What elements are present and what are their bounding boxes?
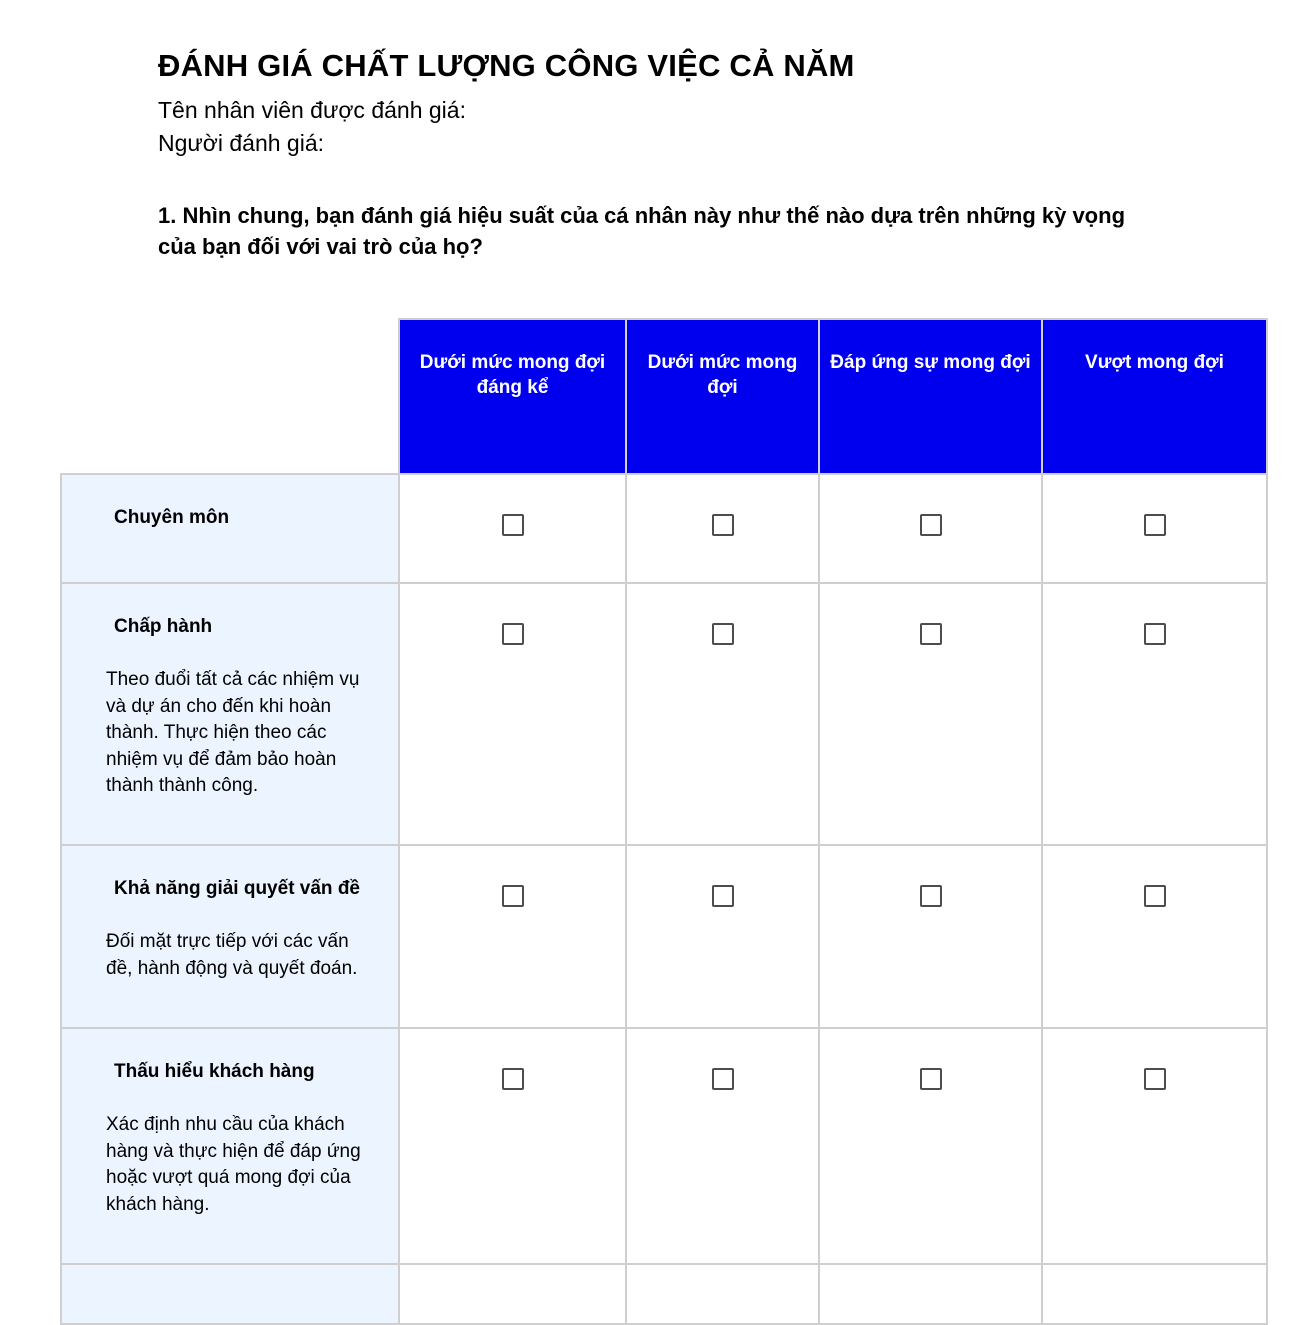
criteria-name: Thấu hiểu khách hàng xyxy=(114,1061,315,1082)
criteria-cell xyxy=(61,845,399,1028)
criteria-cell xyxy=(61,1028,399,1264)
rating-checkbox[interactable] xyxy=(920,1068,942,1090)
option-cell xyxy=(819,845,1042,1028)
rating-checkbox[interactable] xyxy=(712,1068,734,1090)
rating-checkbox[interactable] xyxy=(1144,623,1166,645)
criteria-cell xyxy=(61,1264,399,1324)
option-cell xyxy=(1042,474,1267,583)
criteria-row-problem-solving xyxy=(61,845,1267,1028)
criteria-row-expertise xyxy=(61,474,1267,583)
rating-checkbox[interactable] xyxy=(502,1068,524,1090)
rating-header-row xyxy=(61,319,1267,474)
form-title: ĐÁNH GIÁ CHẤT LƯỢNG CÔNG VIỆC CẢ NĂM xyxy=(158,48,855,83)
option-cell xyxy=(399,583,626,845)
rating-checkbox[interactable] xyxy=(920,885,942,907)
option-cell xyxy=(819,1264,1042,1324)
option-cell xyxy=(1042,583,1267,845)
reviewer-label: Người đánh giá: xyxy=(158,130,325,156)
option-cell xyxy=(626,845,819,1028)
rating-checkbox[interactable] xyxy=(1144,1068,1166,1090)
scale-header-2: Dưới mức mong đợi xyxy=(626,319,819,474)
rating-checkbox[interactable] xyxy=(502,623,524,645)
rating-checkbox[interactable] xyxy=(920,623,942,645)
option-cell xyxy=(626,474,819,583)
criteria-name: Chấp hành xyxy=(114,616,213,637)
rating-table xyxy=(60,318,1268,1325)
employee-name-label: Tên nhân viên được đánh giá: xyxy=(158,97,466,123)
question-1: 1. Nhìn chung, bạn đánh giá hiệu suất của cá nhân này như thế nào dựa trên những kỳ vọng của bạn đối với vai trò của họ? xyxy=(158,203,1126,259)
option-cell xyxy=(626,1264,819,1324)
option-cell xyxy=(399,845,626,1028)
option-cell xyxy=(819,583,1042,845)
rating-checkbox[interactable] xyxy=(920,514,942,536)
rating-checkbox[interactable] xyxy=(1144,514,1166,536)
option-cell xyxy=(399,1264,626,1324)
rating-checkbox[interactable] xyxy=(712,885,734,907)
option-cell xyxy=(626,583,819,845)
rating-checkbox[interactable] xyxy=(1144,885,1166,907)
rating-grid xyxy=(60,318,1268,1325)
criteria-row-next xyxy=(61,1264,1267,1324)
rating-checkbox[interactable] xyxy=(502,885,524,907)
scale-header-1: Dưới mức mong đợi đáng kể xyxy=(399,319,626,474)
option-cell xyxy=(1042,1028,1267,1264)
rating-checkbox[interactable] xyxy=(712,623,734,645)
criteria-row-compliance xyxy=(61,583,1267,845)
criteria-description: Đối mặt trực tiếp với các vấn đề, hành động và quyết đoán. xyxy=(106,931,358,979)
criteria-name: Khả năng giải quyết vấn đề xyxy=(114,878,360,899)
criteria-name: Chuyên môn xyxy=(114,507,230,528)
criteria-description: Xác định nhu cầu của khách hàng và thực hiện để đáp ứng hoặc vượt quá mong đợi của khách hàng. xyxy=(106,1114,361,1215)
criteria-description: Theo đuổi tất cả các nhiệm vụ và dự án cho đến khi hoàn thành. Thực hiện theo các nhiệm vụ để đảm bảo hoàn thành thành công. xyxy=(106,669,360,796)
scale-header-3: Đáp ứng sự mong đợi xyxy=(819,319,1042,474)
criteria-row-customer-insight xyxy=(61,1028,1267,1264)
rating-checkbox[interactable] xyxy=(502,514,524,536)
header-corner xyxy=(61,319,399,474)
option-cell xyxy=(1042,1264,1267,1324)
criteria-cell xyxy=(61,474,399,583)
option-cell xyxy=(819,1028,1042,1264)
scale-header-4: Vượt mong đợi xyxy=(1042,319,1267,474)
criteria-cell xyxy=(61,583,399,845)
rating-checkbox[interactable] xyxy=(712,514,734,536)
option-cell xyxy=(399,474,626,583)
option-cell xyxy=(626,1028,819,1264)
option-cell xyxy=(1042,845,1267,1028)
option-cell xyxy=(399,1028,626,1264)
option-cell xyxy=(819,474,1042,583)
